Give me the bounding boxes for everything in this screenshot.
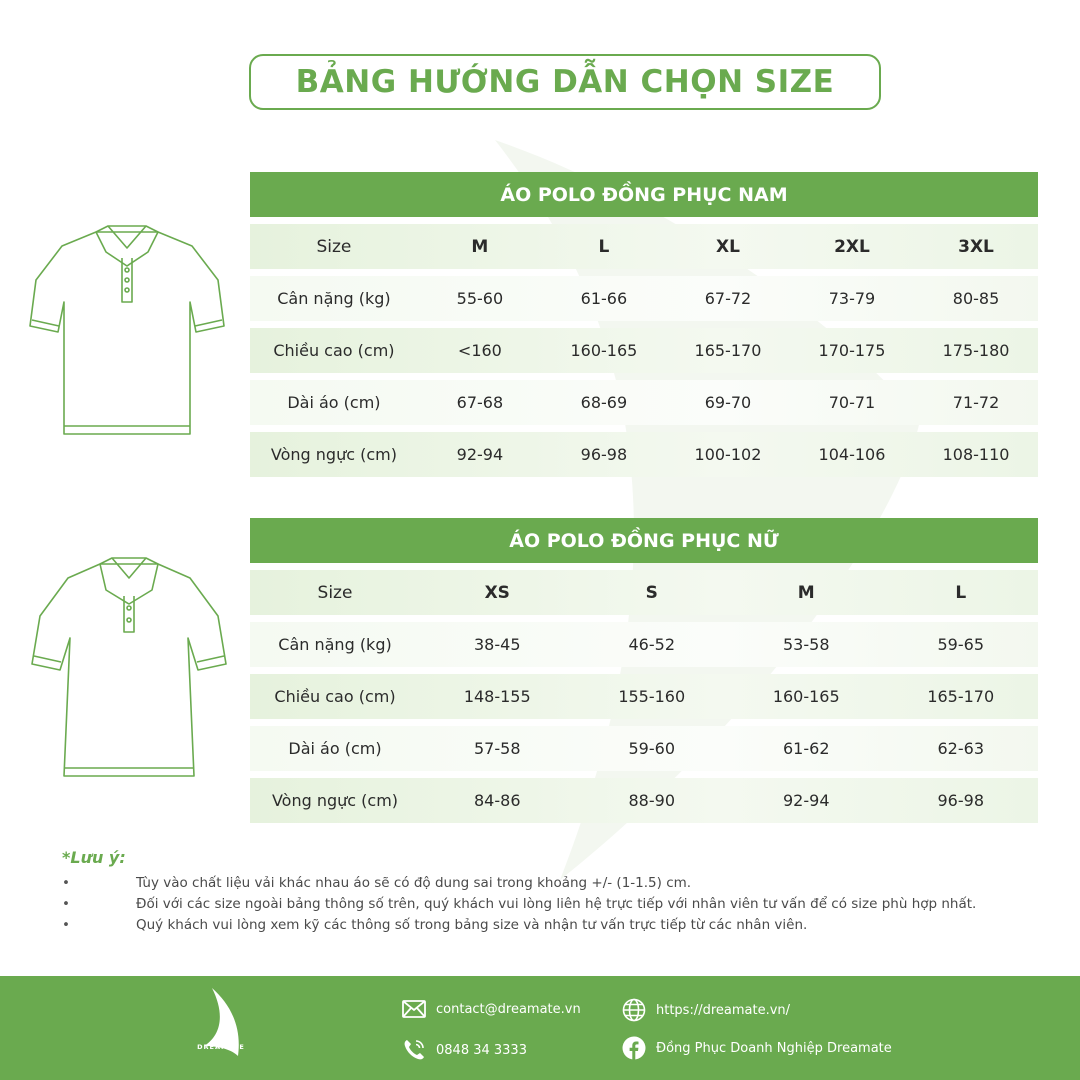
table-cell: 104-106 [818,445,886,464]
table-row [250,726,1038,771]
phone-contact[interactable] [402,1038,527,1062]
facebook-icon [622,1036,646,1060]
table-cell: <160 [457,341,502,360]
row-label: Chiều cao (cm) [273,341,395,360]
table-cell: 100-102 [694,445,762,464]
footer [0,976,1080,1080]
table-cell: 165-170 [694,341,762,360]
note-item: • Tùy vào chất liệu vải khác nhau áo sẽ có độ dung sai trong khoảng +/- (1-1.5) cm. [62,873,976,894]
table-cell: 160-165 [772,687,840,706]
website-contact[interactable] [622,998,790,1022]
facebook-text: Đồng Phục Doanh Nghiệp Dreamate [656,1040,892,1056]
row-label: Size [316,236,352,257]
page-title-box [249,54,881,110]
table-cell: 148-155 [463,687,531,706]
row-label: Size [317,582,353,603]
table-cell: 96-98 [580,445,628,464]
table-cell: 57-58 [474,739,521,758]
email-contact[interactable] [402,1000,581,1018]
size-col: L [598,236,610,257]
table-row [250,778,1038,823]
table-cell: 67-68 [456,393,504,412]
globe-icon [622,998,646,1022]
men-polo-shirt-icon [26,222,228,450]
table-cell: 68-69 [580,393,628,412]
page-title: BẢNG HƯỚNG DẪN CHỌN SIZE [295,64,835,100]
table-cell: 175-180 [942,341,1010,360]
row-label: Vòng ngực (cm) [271,791,399,810]
website-text: https://dreamate.vn/ [656,1002,791,1018]
row-label: Dài áo (cm) [288,739,382,758]
table-cell: 165-170 [927,687,995,706]
row-label: Cân nặng (kg) [278,635,392,654]
table-cell: 84-86 [474,791,521,810]
table-row [250,224,1038,269]
facebook-contact[interactable] [622,1036,892,1060]
table-cell: 71-72 [952,393,1000,412]
phone-text: 0848 34 3333 [436,1042,527,1058]
notes-list [62,873,976,936]
table-row [250,432,1038,477]
women-polo-shirt-icon [28,556,230,784]
notes-title: *Lưu ý: [62,848,126,867]
table-cell: 88-90 [628,791,675,810]
table-cell: 160-165 [570,341,638,360]
table-cell: 61-66 [580,289,628,308]
brand-name: DREAMATE [197,1043,245,1051]
table-cell: 69-70 [704,393,752,412]
table-row [250,674,1038,719]
note-item: • Quý khách vui lòng xem kỹ các thông số trong bảng size và nhận tư vấn trực tiếp từ các nhân viên. [62,915,976,936]
size-col: M [797,582,815,603]
table-cell: 53-58 [783,635,830,654]
table-cell: 61-62 [783,739,830,758]
table-cell: 70-71 [828,393,876,412]
table-cell: 170-175 [818,341,886,360]
women-size-table [250,518,1038,823]
row-label: Dài áo (cm) [287,393,381,412]
women-table-heading: ÁO POLO ĐỒNG PHỤC NỮ [250,518,1038,563]
table-cell: 38-45 [474,635,521,654]
table-cell: 59-60 [628,739,675,758]
table-row [250,380,1038,425]
table-cell: 59-65 [937,635,984,654]
size-col: 3XL [958,236,994,257]
table-cell: 155-160 [618,687,686,706]
table-cell: 92-94 [456,445,504,464]
table-row [250,622,1038,667]
size-col: XL [715,236,740,257]
size-col: S [645,582,658,603]
table-cell: 73-79 [828,289,876,308]
table-row [250,276,1038,321]
mail-icon [402,1000,426,1018]
size-col: L [955,582,967,603]
row-label: Cân nặng (kg) [277,289,391,308]
table-row [250,328,1038,373]
note-item: • Đối với các size ngoài bảng thông số trên, quý khách vui lòng liên hệ trực tiếp với nhân viên tư vấn để có size phù hợp nhất. [62,894,976,915]
size-col: XS [484,582,510,603]
notes-section [62,848,976,936]
table-cell: 96-98 [937,791,984,810]
table-cell: 108-110 [942,445,1010,464]
email-text: contact@dreamate.vn [436,1001,581,1017]
table-cell: 46-52 [628,635,675,654]
phone-icon [402,1038,426,1062]
table-cell: 92-94 [783,791,830,810]
men-table-heading: ÁO POLO ĐỒNG PHỤC NAM [250,172,1038,217]
table-cell: 62-63 [937,739,984,758]
table-cell: 55-60 [456,289,504,308]
table-cell: 67-72 [704,289,752,308]
table-cell: 80-85 [952,289,1000,308]
row-label: Chiều cao (cm) [274,687,396,706]
dreamate-logo-icon [190,986,260,1076]
table-row [250,570,1038,615]
size-col: M [471,236,489,257]
size-col: 2XL [834,236,870,257]
men-size-table [250,172,1038,477]
row-label: Vòng ngực (cm) [270,445,397,464]
